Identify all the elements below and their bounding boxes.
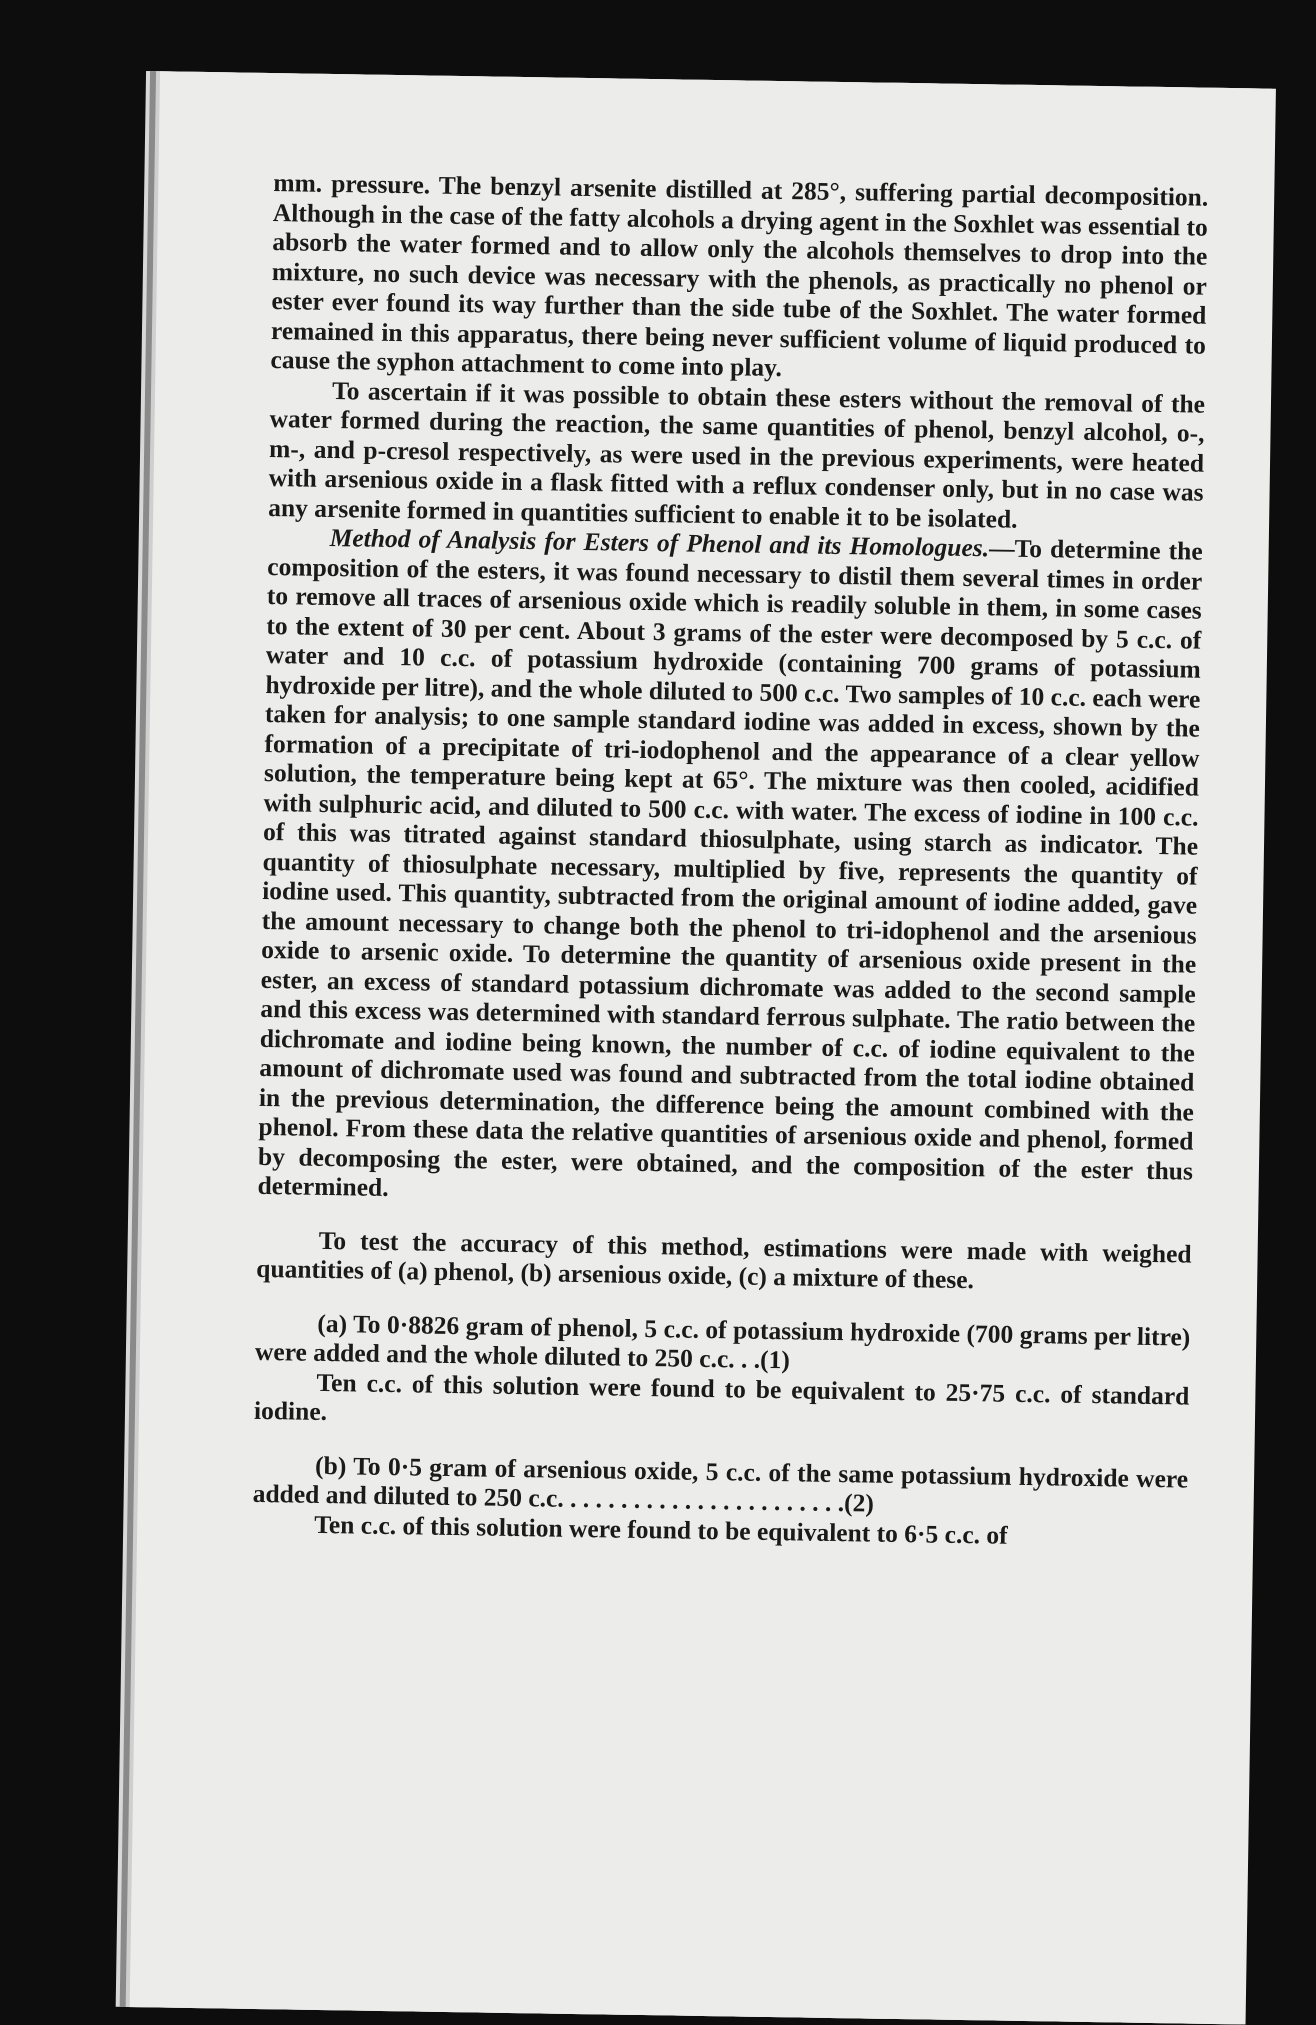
paragraph-ascertain: To ascertain if it was possible to obtain these esters without the removal of the water formed during the reaction, the same quantities of phenol, benzyl alcohol, o-, m-, and p-cresol respectively, as were used in the previous experiments, were heated with arsenious oxide in a flask fitted with a reflux condenser only, but in no case was any arsenite formed in quantities sufficient to enable it to be isolated.	[268, 375, 1206, 534]
method-text: —To determine the composition of the esters, it was found necessary to distil them several times in order to remove all traces of arsenious oxide which is readily soluble in them, in some cases to the extent of 30 per cent. About 3 grams of the ester were decomposed by 5 c.c. of water and 10 c.c. of potassium hydroxide (containing 700 grams of potassium hydroxide per litre), and the whole diluted to 500 c.c. Two samples of 10 c.c. each were taken for analysis; to one sample standard iodine was added in excess, shown by the formation of a precipitate of tri-iodophenol and the appearance of a clear yellow solution, the temperature being kept at 65°. The mixture was then cooled, acidified with sulphuric acid, and diluted to 500 c.c. with water. The excess of iodine in 100 c.c. of this was titrated against standard thiosulphate, using starch as indicator. The quantity of thiosulphate necessary, multiplied by five, represents the quantity of iodine used. This quantity, subtracted from the original amount of iodine added, gave the amount necessary to change both the phenol to tri-idophenol and the arsenious oxide to arsenic oxide. To determine the quantity of arsenious oxide present in the ester, an excess of standard potassium dichromate was added to the second sample and this excess was determined with standard ferrous sulphate. The ratio between the dichromate and iodine being known, the number of c.c. of iodine equivalent to the amount of dichromate used was found and subtracted from the total iodine obtained in the previous determination, the difference being the amount combined with the phenol. From these data the relative quantities of arsenious oxide and phenol, formed by decomposing the ester, were obtained, and the composition of the ester thus determined.	[257, 533, 1203, 1202]
paragraph-item-a: (a) To 0·8826 gram of phenol, 5 c.c. of potassium hydroxide (700 grams per litre) were added and the whole diluted to 250 c.c. . .(1)	[254, 1308, 1191, 1375]
paragraph-continuation: mm. pressure. The benzyl arsenite distilled at 285°, suffering partial decomposition. Although in the case of the fatty alcohols a drying agent in the Soxhlet was essential to absorb the water formed and to allow only the alcohols themselves to drop into the mixture, no such device was necessary with the phenols, as practically no phenol or ester ever found its way further than the side tube of the Soxhlet. The water formed remained in this apparatus, there being never sufficient volume of liquid produced to cause the syphon attachment to come into play.	[270, 168, 1209, 383]
paragraph-item-b-result: Ten c.c. of this solution were found to be equivalent to 6·5 c.c. of	[314, 1509, 1008, 1550]
page-text	[252, 168, 1208, 1553]
paragraph-test: To test the accuracy of this method, estimations were made with weighed quantities of (a) phenol, (b) arsenious oxide, (c) a mixture of these.	[256, 1225, 1192, 1295]
paragraph-method	[257, 522, 1203, 1215]
item-b-text: (b) To 0·5 gram of arsenious oxide, 5 c.c. of the same potassium hydroxide were added and diluted to 250 c.c.	[252, 1450, 1189, 1513]
item-b-ref: (2)	[843, 1488, 875, 1518]
dot-leader: . . . . . . . . . . . . . . . . . . . . . .	[569, 1483, 845, 1518]
scanned-page	[130, 71, 1276, 2024]
method-heading: Method of Analysis for Esters of Phenol and its Homologues.	[329, 522, 990, 563]
paragraph-item-a-result: Ten c.c. of this solution were found to be equivalent to 25·75 c.c. of standard iodine.	[253, 1367, 1190, 1427]
